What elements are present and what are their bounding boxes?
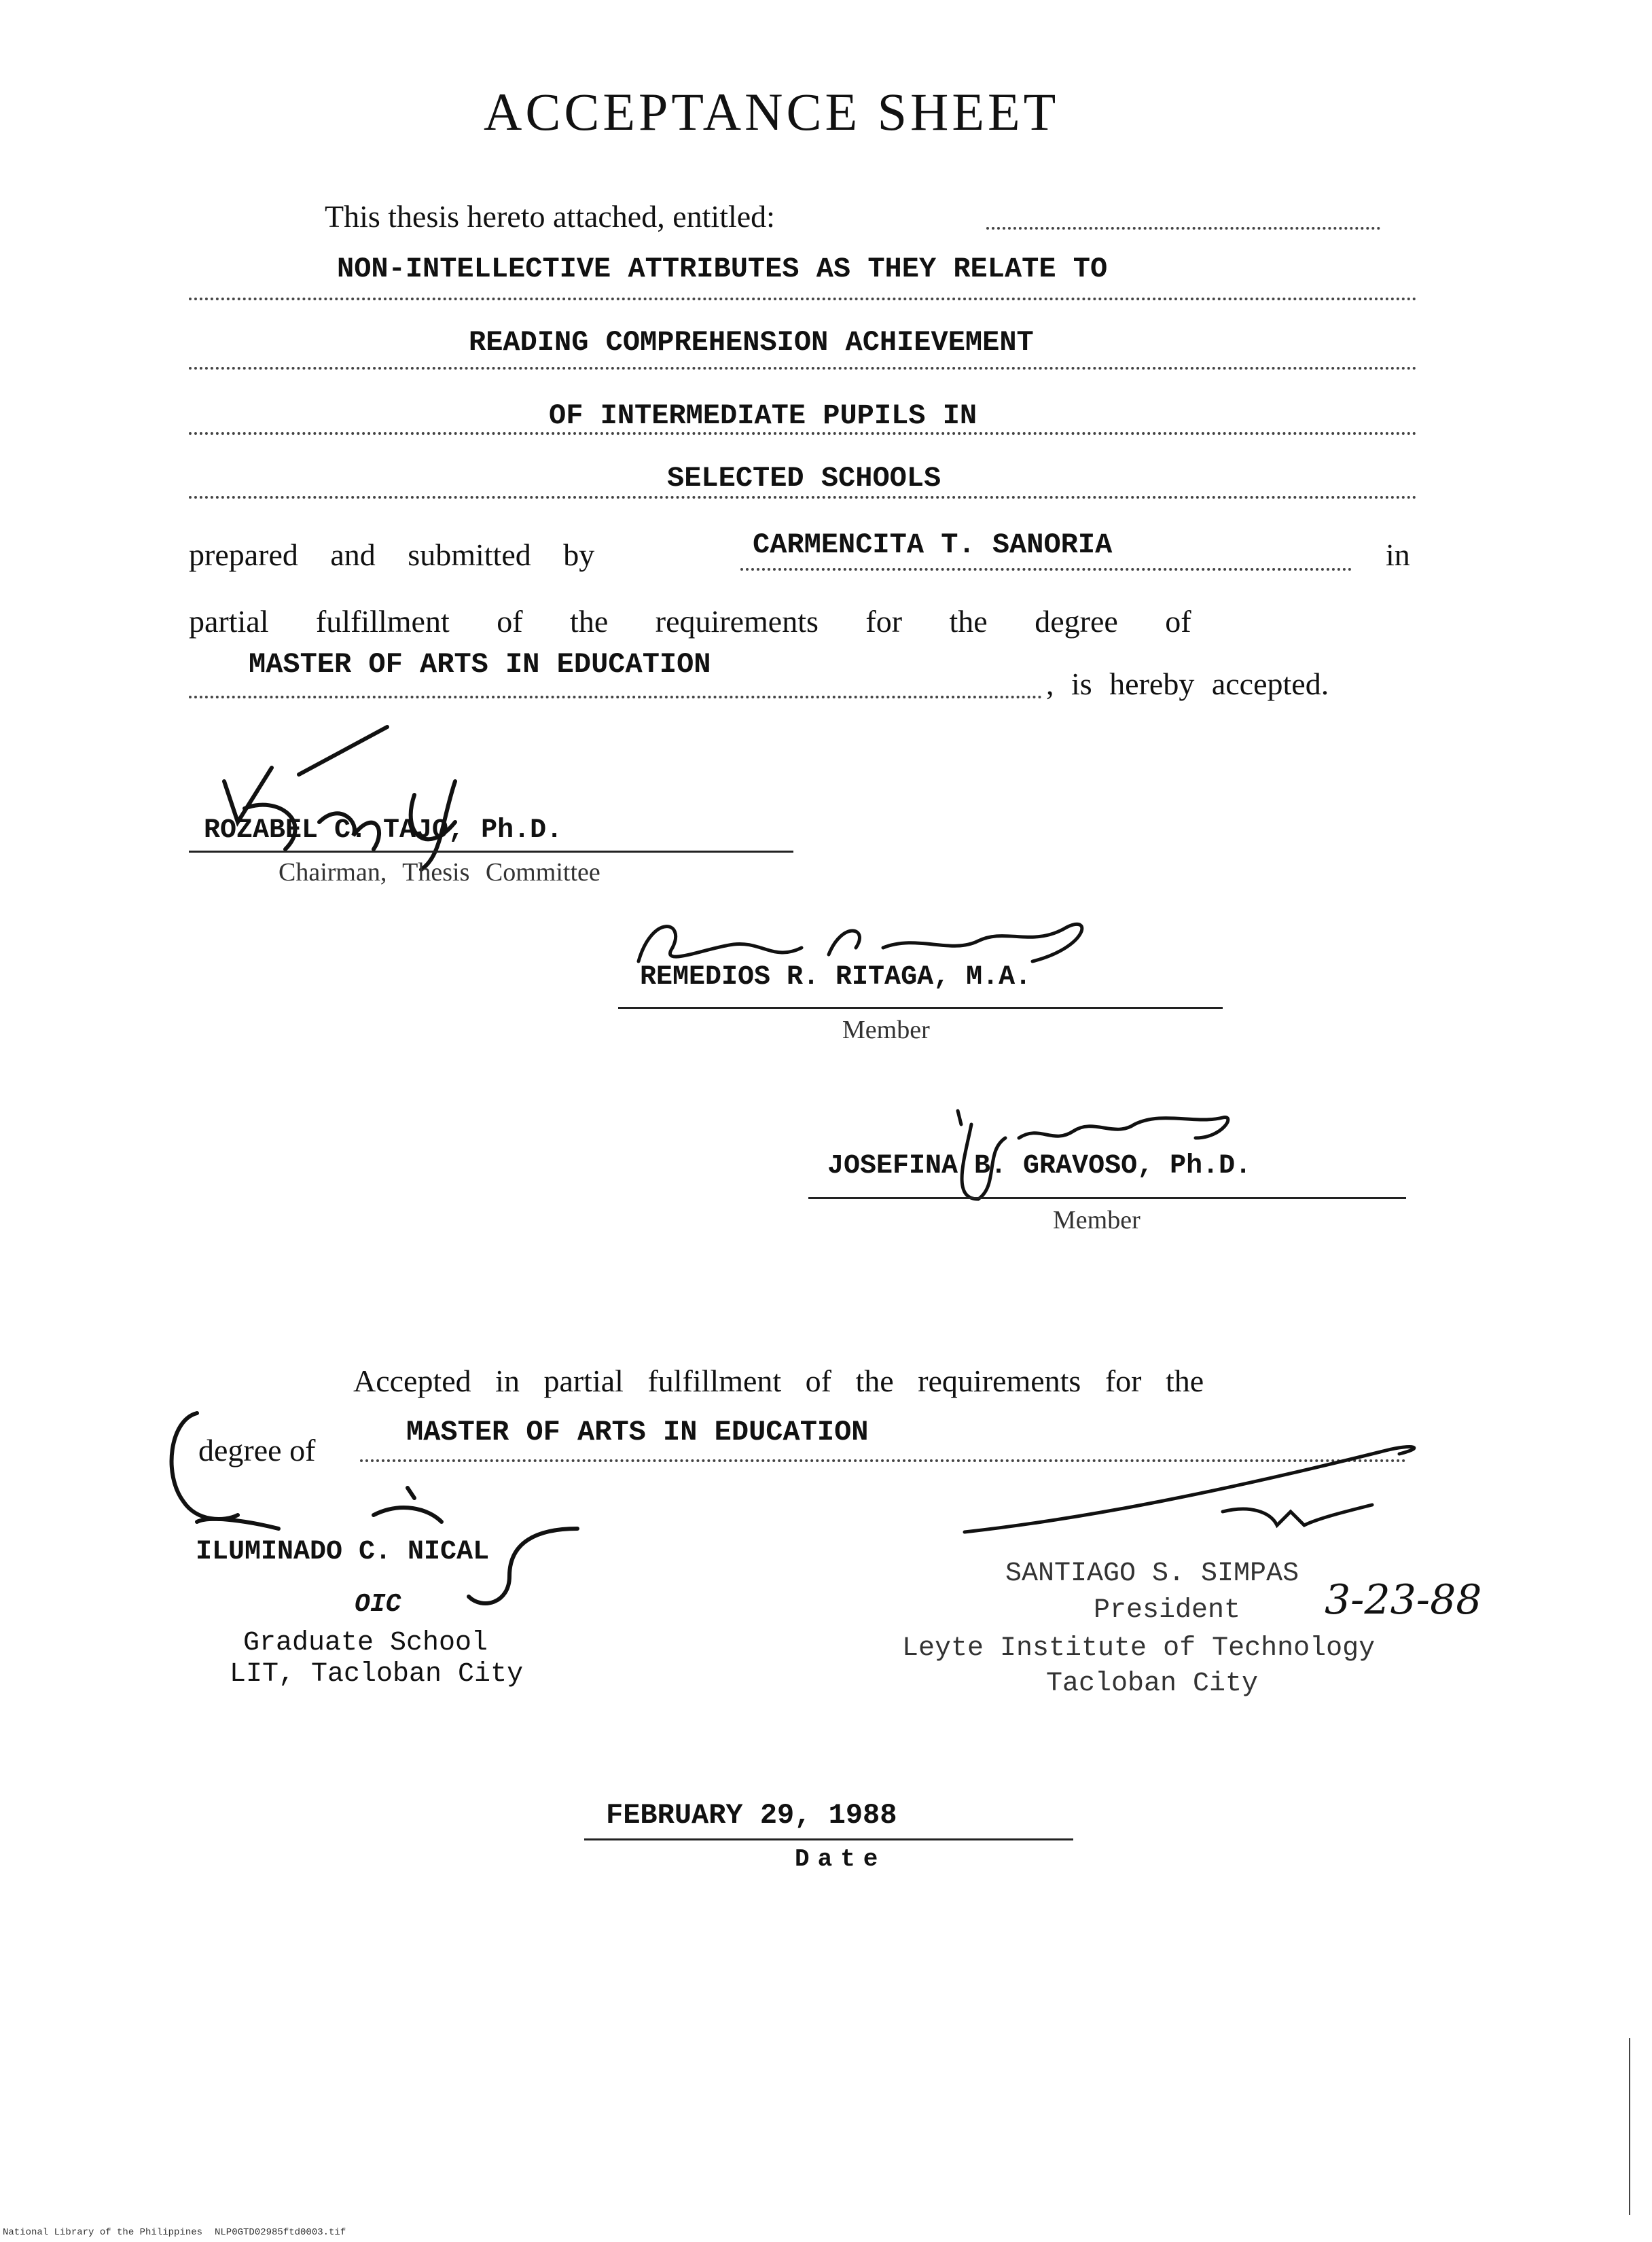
president-org: Leyte Institute of Technology [902,1633,1376,1664]
acceptance-text: Accepted in partial fulfillment of the requirements for the [353,1364,1204,1398]
member1-role: Member [842,1016,930,1044]
thesis-title-line-1: NON-INTELLECTIVE ATTRIBUTES AS THEY RELATE TO [337,253,1108,285]
thesis-title-dotted-line-1 [189,298,1417,300]
member1-signature-line [618,1007,1223,1009]
intro-dotted-line [986,227,1380,230]
partial-fulfillment-text: partial fulfillment of the requirements for the degree of [189,604,1191,639]
thesis-title-dotted-line-2 [189,367,1417,370]
member1-name: REMEDIOS R. RITAGA, M.A. [640,962,1032,993]
thesis-title-dotted-line-3 [189,432,1417,435]
oic-unit: Graduate School [243,1628,488,1658]
footer-file: NLP0GTD02985ftd0003.tif [215,2227,346,2238]
handwritten-date: 3-23-88 [1325,1576,1482,1624]
degree-dotted-line [189,696,1042,698]
date-line [584,1838,1073,1840]
author-name: CARMENCITA T. SANORIA [753,529,1113,561]
thesis-title-dotted-line-4 [189,496,1417,499]
date-label: Date [795,1845,886,1873]
president-role: President [1094,1595,1241,1626]
president-signature [951,1437,1467,1539]
page-title: ACCEPTANCE SHEET [484,82,1060,141]
thesis-title-line-3: OF INTERMEDIATE PUPILS IN [549,399,977,432]
degree2-typed: MASTER OF ARTS IN EDUCATION [406,1416,869,1448]
thesis-title-line-2: READING COMPREHENSION ACHIEVEMENT [469,326,1034,359]
chairman-signature [197,720,550,870]
author-dotted-line [740,568,1352,571]
oic-role: OIC [355,1590,401,1619]
degree-typed: MASTER OF ARTS IN EDUCATION [249,648,711,681]
prepared-suffix: in [1386,537,1410,572]
date-value: FEBRUARY 29, 1988 [606,1799,897,1832]
footer-library: National Library of the Philippines [3,2227,203,2238]
intro-text: This thesis hereto attached, entitled: [325,199,775,234]
thesis-title-line-4: SELECTED SCHOOLS [667,462,941,495]
oic-signature [156,1406,577,1610]
chairman-role: Chairman, Thesis Committee [279,858,600,887]
degree-prefix: degree of [198,1433,316,1467]
chairman-name: ROZABEL C. TAJO, Ph.D. [204,815,563,846]
accepted-suffix: , is hereby accepted. [1046,666,1329,701]
prepared-prefix: prepared and submitted by [189,537,595,572]
president-name: SANTIAGO S. SIMPAS [1005,1559,1299,1589]
scan-edge-mark [1629,2038,1630,2215]
member2-role: Member [1053,1206,1141,1234]
member2-name: JOSEFINA B. GRAVOSO, Ph.D. [827,1151,1252,1181]
member2-signature-line [808,1197,1406,1199]
chairman-signature-line [189,851,793,853]
oic-place: LIT, Tacloban City [230,1659,524,1690]
oic-name: ILUMINADO C. NICAL [196,1537,490,1567]
president-place: Tacloban City [1046,1669,1259,1699]
